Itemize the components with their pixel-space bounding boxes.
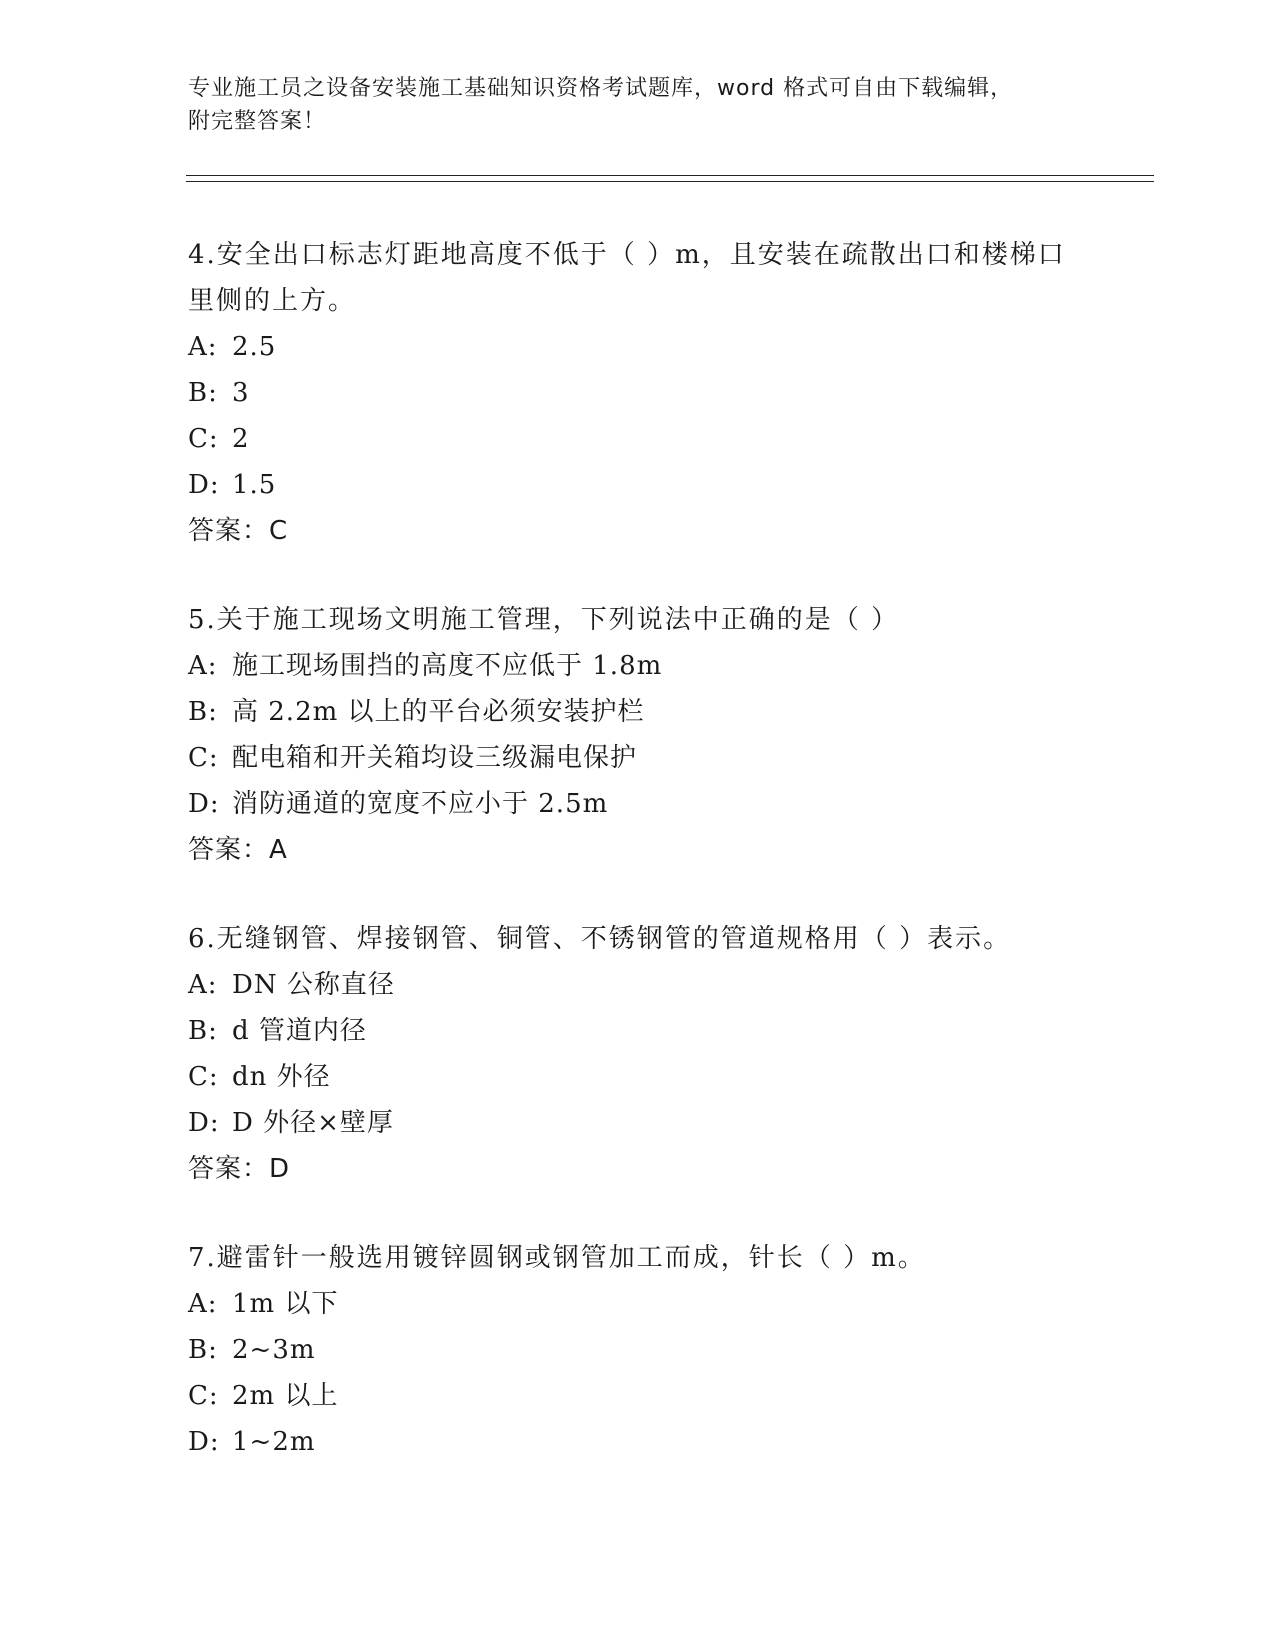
question-stem: 5.关于施工现场文明施工管理，下列说法中正确的是（ ） bbox=[188, 605, 900, 635]
option-letter: B: bbox=[188, 1016, 218, 1046]
answer: 答案：A bbox=[188, 835, 288, 865]
option-c bbox=[188, 1373, 1068, 1419]
header-divider-top bbox=[186, 175, 1154, 176]
option-b bbox=[188, 1008, 1068, 1054]
document-header bbox=[188, 72, 1088, 138]
option-letter: A: bbox=[188, 970, 218, 1000]
option-text: 3 bbox=[232, 378, 250, 408]
option-a bbox=[188, 1281, 1068, 1327]
option-d bbox=[188, 462, 1068, 508]
option-letter: C: bbox=[188, 1381, 219, 1411]
option-letter: C: bbox=[188, 1062, 219, 1092]
option-c bbox=[188, 735, 1068, 781]
option-text: 2~3m bbox=[232, 1335, 316, 1365]
option-b bbox=[188, 689, 1068, 735]
option-text: D 外径×壁厚 bbox=[232, 1108, 394, 1138]
header-line-2: 附完整答案！ bbox=[188, 109, 327, 134]
question-7 bbox=[188, 1235, 1068, 1465]
option-text: DN 公称直径 bbox=[232, 970, 395, 1000]
option-d bbox=[188, 781, 1068, 827]
option-b bbox=[188, 370, 1068, 416]
question-6 bbox=[188, 916, 1068, 1192]
option-letter: A: bbox=[188, 651, 218, 681]
option-text: 消防通道的宽度不应小于 2.5m bbox=[232, 789, 609, 819]
option-text: 2m 以上 bbox=[232, 1381, 339, 1411]
option-c bbox=[188, 1054, 1068, 1100]
option-d bbox=[188, 1419, 1068, 1465]
option-text: 高 2.2m 以上的平台必须安装护栏 bbox=[232, 697, 645, 727]
option-text: 2.5 bbox=[232, 332, 277, 362]
option-a bbox=[188, 962, 1068, 1008]
option-letter: B: bbox=[188, 1335, 218, 1365]
option-text: d 管道内径 bbox=[232, 1016, 367, 1046]
question-stem: 6.无缝钢管、焊接钢管、铜管、不锈钢管的管道规格用（ ）表示。 bbox=[188, 924, 1012, 954]
answer: 答案：C bbox=[188, 516, 289, 546]
option-letter: D: bbox=[188, 1108, 220, 1138]
option-letter: A: bbox=[188, 1289, 218, 1319]
option-text: 1.5 bbox=[232, 470, 277, 500]
option-a bbox=[188, 643, 1068, 689]
option-text: 2 bbox=[232, 424, 250, 454]
question-5 bbox=[188, 597, 1068, 873]
option-a bbox=[188, 324, 1068, 370]
option-letter: C: bbox=[188, 424, 219, 454]
option-letter: A: bbox=[188, 332, 218, 362]
option-text: 配电箱和开关箱均设三级漏电保护 bbox=[232, 743, 638, 773]
option-text: dn 外径 bbox=[232, 1062, 331, 1092]
option-letter: D: bbox=[188, 1427, 220, 1457]
question-stem: 4.安全出口标志灯距地高度不低于（ ）m，且安装在疏散出口和楼梯口里侧的上方。 bbox=[188, 240, 1066, 316]
option-text: 1m 以下 bbox=[232, 1289, 339, 1319]
option-text: 1~2m bbox=[232, 1427, 316, 1457]
option-b bbox=[188, 1327, 1068, 1373]
answer: 答案：D bbox=[188, 1154, 291, 1184]
question-stem: 7.避雷针一般选用镀锌圆钢或钢管加工而成，针长（ ）m。 bbox=[188, 1243, 926, 1273]
option-letter: D: bbox=[188, 470, 220, 500]
question-4 bbox=[188, 232, 1068, 554]
header-divider-bottom bbox=[186, 181, 1154, 182]
option-text: 施工现场围挡的高度不应低于 1.8m bbox=[232, 651, 663, 681]
option-letter: B: bbox=[188, 378, 218, 408]
option-letter: D: bbox=[188, 789, 220, 819]
option-c bbox=[188, 416, 1068, 462]
header-line-1: 专业施工员之设备安装施工基础知识资格考试题库，word 格式可自由下载编辑， bbox=[188, 76, 1014, 101]
option-letter: B: bbox=[188, 697, 218, 727]
option-letter: C: bbox=[188, 743, 219, 773]
option-d bbox=[188, 1100, 1068, 1146]
